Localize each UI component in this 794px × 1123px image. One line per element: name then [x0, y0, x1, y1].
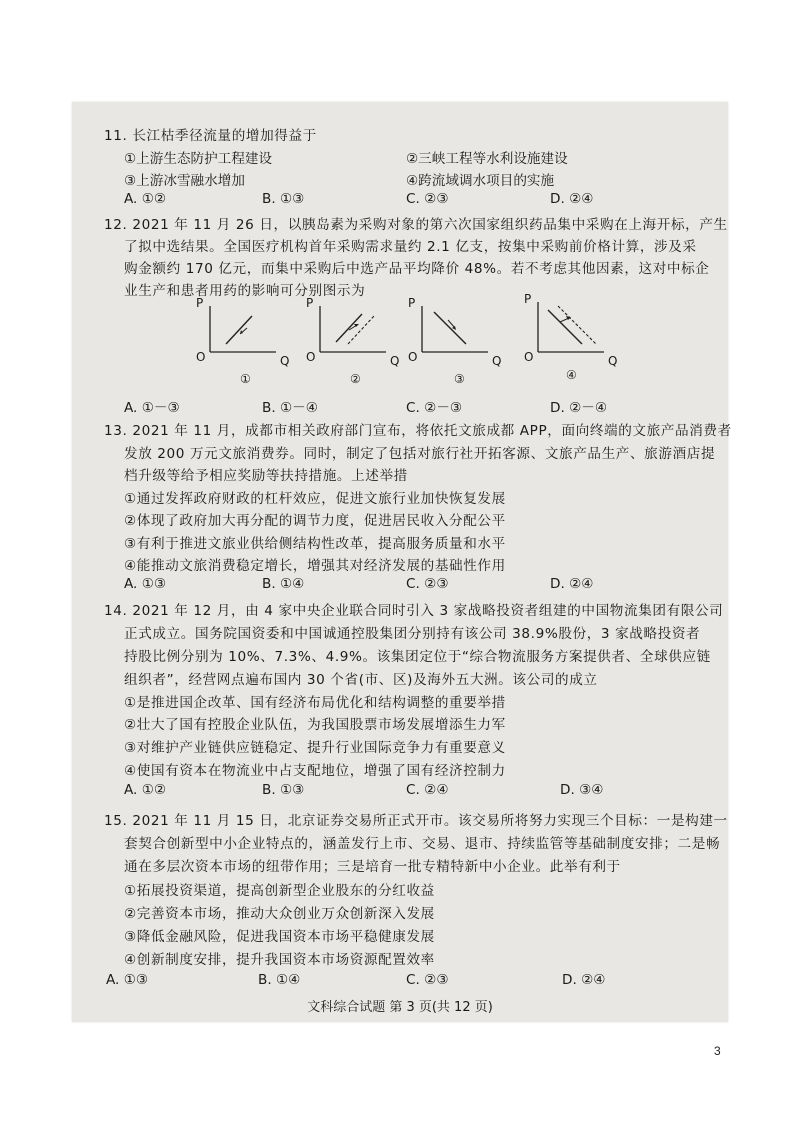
q12-graph-2-label: ②: [350, 372, 361, 386]
q15-statement-4: ④创新制度安排，提升我国资本市场资源配置效率: [124, 952, 435, 968]
page-number: 3: [714, 1044, 721, 1058]
supply-curve: [336, 314, 362, 342]
shifted-supply-curve: [348, 316, 374, 344]
q15-stem-line-3: 通在多层次资本市场的纽带作用；三是培育一批专精特新中小企业。此举有利于: [124, 859, 621, 875]
q12-option-d: D. ②－④: [550, 400, 608, 416]
axis-o-label: O: [524, 350, 534, 364]
q12-graph-3-label: ③: [454, 372, 465, 386]
q13-statement-4: ④能推动文旅消费稳定增长，增强其对经济发展的基础性作用: [124, 558, 506, 574]
q12-stem-line-1: 12. 2021 年 11 月 26 日，以胰岛素为采购对象的第六次国家组织药品集中采购在上海开标，产生: [104, 217, 728, 233]
q11-statement-2: ②三峡工程等水利设施建设: [406, 151, 568, 167]
q13-stem-line-1: 13. 2021 年 11 月，成都市相关政府部门宣布，将依托文旅成都 APP，面向终端的文旅产品消费者: [104, 423, 732, 439]
q12-option-b: B. ①－④: [262, 400, 318, 416]
q12-graph-2: [306, 298, 406, 368]
q15-statement-2: ②完善资本市场，推动大众创业万众创新深入发展: [124, 906, 435, 922]
axis-p-label: P: [306, 296, 314, 310]
q13-option-d: D. ②④: [550, 576, 594, 592]
demand-curve: [548, 310, 582, 344]
q14-option-c: C. ②④: [406, 782, 449, 798]
q13-statement-2: ②体现了政府加大再分配的调节力度，促进居民收入分配公平: [124, 513, 506, 529]
q14-stem-line-2: 正式成立。国务院国资委和中国诚通控股集团分别持有该公司 38.9%股份，3 家战略投资者: [124, 626, 701, 642]
q12-option-a: A. ①－③: [124, 400, 180, 416]
q15-statement-3: ③降低金融风险，促进我国资本市场平稳健康发展: [124, 929, 435, 945]
q12-graph-4-label: ④: [566, 368, 577, 382]
q13-statement-1: ①通过发挥政府财政的杠杆效应，促进文旅行业加快恢复发展: [124, 491, 506, 507]
q14-stem-line-4: 组织者”，经营网点遍布国内 30 个省(市、区)及海外五大洲。该公司的成立: [124, 672, 598, 688]
q12-stem-line-4: 业生产和患者用药的影响可分别图示为: [124, 283, 366, 299]
q15-stem-line-1: 15. 2021 年 11 月 15 日，北京证券交易所正式开市。该交易所将努力实现三个目标：一是构建一: [104, 813, 728, 829]
q14-statement-2: ②壮大了国有控股企业队伍，为我国股票市场发展增添生力军: [124, 717, 506, 733]
q14-option-d: D. ③④: [560, 782, 604, 798]
q12-graph-4: [524, 294, 624, 368]
axis-o-label: O: [408, 350, 418, 364]
q13-option-a: A. ①③: [124, 576, 167, 592]
q11-stem: 11. 长江枯季径流量的增加得益于: [104, 128, 317, 144]
q13-statement-3: ③有利于推进文旅业供给侧结构性改革，提高服务质量和水平: [124, 536, 506, 552]
q14-option-a: A. ①②: [124, 782, 167, 798]
q15-option-c: C. ②③: [406, 972, 449, 988]
exam-page-photo: [72, 102, 732, 1022]
q12-graph-3: [408, 298, 508, 368]
q12-graph-1-label: ①: [240, 372, 251, 386]
axis-p-label: P: [524, 292, 532, 306]
axis-p-label: P: [196, 296, 204, 310]
q11-option-b: B. ①③: [262, 191, 305, 207]
q11-option-d: D. ②④: [550, 191, 594, 207]
q14-stem-line-1: 14. 2021 年 12 月，由 4 家中央企业联合同时引入 3 家战略投资者组建的中国物流集团有限公司: [104, 603, 724, 619]
axis-p-label: P: [408, 296, 416, 310]
axis-q-label: Q: [390, 354, 400, 368]
axis-q-label: Q: [280, 354, 290, 368]
q15-option-a: A. ①③: [106, 972, 149, 988]
page-footer: 文科综合试题 第 3 页(共 12 页): [307, 1000, 493, 1015]
q13-option-c: C. ②③: [406, 576, 449, 592]
q15-option-d: D. ②④: [562, 972, 606, 988]
q15-option-b: B. ①④: [258, 972, 301, 988]
axis-q-label: Q: [492, 354, 502, 368]
axis-q-label: Q: [608, 354, 618, 368]
q13-stem-line-2: 发放 200 万元文旅消费券。同时，制定了包括对旅行社开拓客源、文旅产品生产、旅游酒店提: [124, 446, 716, 462]
q14-option-b: B. ①③: [262, 782, 305, 798]
q12-stem-line-2: 了拟中选结果。全国医疗机构首年采购需求量约 2.1 亿支，按集中采购前价格计算，涉及采: [124, 239, 697, 255]
q14-statement-1: ①是推进国企改革、国有经济布局优化和结构调整的重要举措: [124, 695, 506, 711]
q11-option-a: A. ①②: [124, 191, 167, 207]
q11-statement-1: ①上游生态防护工程建设: [124, 151, 273, 167]
axis-o-label: O: [306, 350, 316, 364]
q15-statement-1: ①拓展投资渠道，提高创新型企业股东的分红收益: [124, 883, 435, 899]
q12-stem-line-3: 购金额约 170 亿元，而集中采购后中选产品平均降价 48%。若不考虑其他因素，这对中标企: [124, 261, 710, 277]
q13-option-b: B. ①④: [262, 576, 305, 592]
q11-option-c: C. ②③: [406, 191, 449, 207]
q14-statement-4: ④使国有资本在物流业中占支配地位，增强了国有经济控制力: [124, 763, 506, 779]
q13-stem-line-3: 档升级等给予相应奖励等扶持措施。上述举措: [124, 468, 408, 484]
q11-statement-3: ③上游冰雪融水增加: [124, 173, 245, 189]
q12-option-c: C. ②－③: [406, 400, 463, 416]
q14-stem-line-3: 持股比例分别为 10%、7.3%、4.9%。该集团定位于“综合物流服务方案提供者、全球供应链: [124, 649, 711, 665]
q14-statement-3: ③对维护产业链供应链稳定、提升行业国际竞争力有重要意义: [124, 740, 506, 756]
q15-stem-line-2: 套契合创新型中小企业特点的，涵盖发行上市、交易、退市、持续监管等基础制度安排；二是畅: [124, 836, 721, 852]
demand-curve: [434, 312, 466, 344]
q12-graph-1: [196, 298, 296, 368]
q11-statement-4: ④跨流域调水项目的实施: [406, 173, 555, 189]
supply-curve: [226, 316, 252, 344]
axis-o-label: O: [196, 350, 206, 364]
